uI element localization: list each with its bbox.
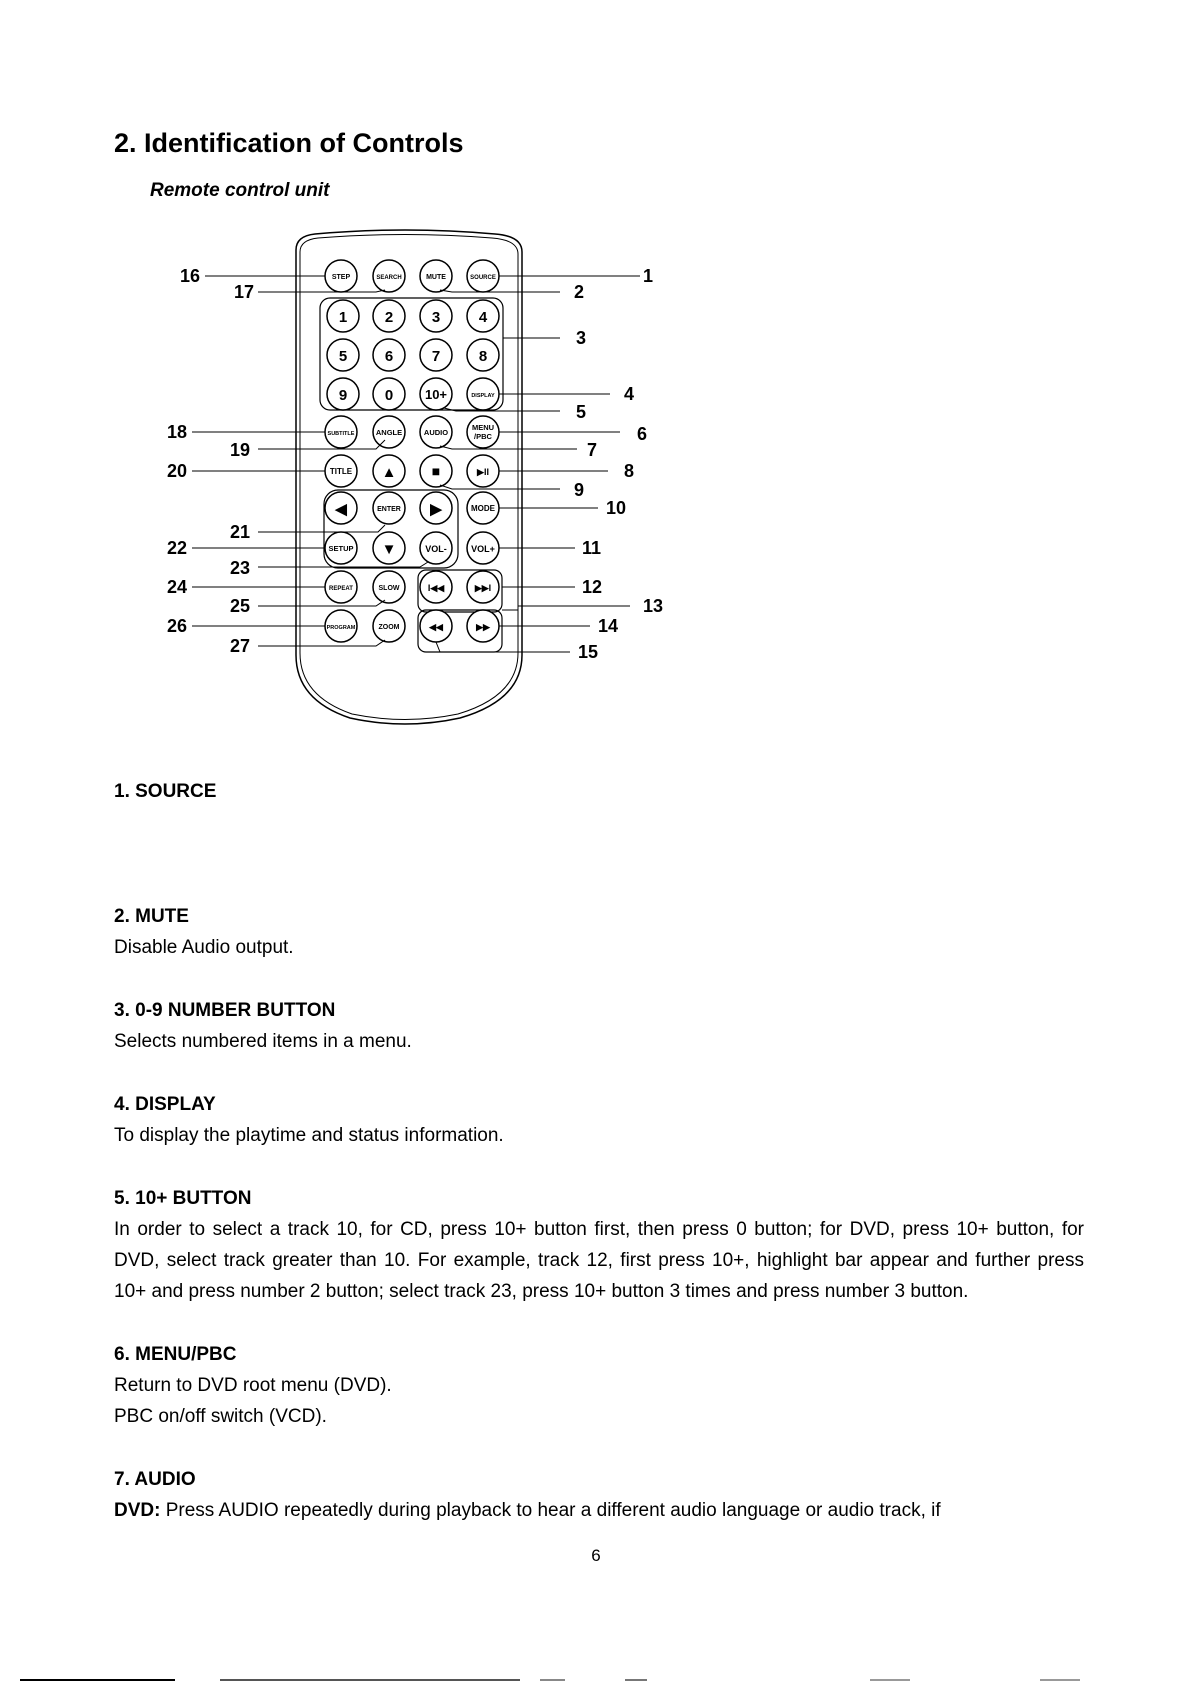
remote-control-diagram xyxy=(0,0,1192,760)
subheading: Remote control unit xyxy=(150,180,330,201)
angle-button[interactable] xyxy=(373,416,405,448)
menu-pbc-button[interactable] xyxy=(467,416,499,448)
number-2-button[interactable] xyxy=(373,300,405,332)
setup-label: SETUP xyxy=(328,544,354,553)
mute-button[interactable] xyxy=(420,260,452,292)
callout-23: 23 xyxy=(230,558,251,578)
number-3-label: 3 xyxy=(431,309,441,326)
slow-button[interactable] xyxy=(373,571,405,603)
number-4-label: 4 xyxy=(478,309,488,326)
number-9-button[interactable] xyxy=(327,378,359,410)
item-description: PBC on/off switch (VCD). xyxy=(114,1406,327,1427)
number-1-label: 1 xyxy=(338,309,348,326)
number-5-button[interactable] xyxy=(327,339,359,371)
callout-8: 8 xyxy=(624,461,635,481)
item-menu-pbc xyxy=(114,1339,1084,1432)
callout-16: 16 xyxy=(180,266,201,286)
item-title: 5. 10+ BUTTON xyxy=(114,1188,252,1209)
repeat-label: REPEAT xyxy=(329,586,353,592)
mode-label: MODE xyxy=(471,504,495,513)
callout-19: 19 xyxy=(230,440,251,460)
down-button[interactable] xyxy=(373,532,405,564)
subtitle-button[interactable] xyxy=(325,416,357,448)
program-button[interactable] xyxy=(325,610,357,642)
number-7-label: 7 xyxy=(431,348,441,365)
step-button[interactable] xyxy=(325,260,357,292)
play-pause-button[interactable] xyxy=(467,455,499,487)
callout-2: 2 xyxy=(574,282,585,302)
item-title: 3. 0-9 NUMBER BUTTON xyxy=(114,1000,336,1021)
ten-plus-label: 10+ xyxy=(424,387,448,402)
stop-icon: ■ xyxy=(431,463,441,479)
item-title: 4. DISPLAY xyxy=(114,1094,216,1115)
rewind-button[interactable] xyxy=(420,610,452,642)
search-button[interactable] xyxy=(373,260,405,292)
number-6-label: 6 xyxy=(384,348,394,365)
display-button[interactable] xyxy=(467,378,499,410)
menu-label: MENU xyxy=(471,423,495,432)
next-icon: ▶▶I xyxy=(474,583,492,593)
search-label: SEARCH xyxy=(376,275,402,281)
left-arrow-icon: ◀ xyxy=(335,501,347,518)
play-pause-icon: ▶II xyxy=(477,467,489,477)
program-label: PROGRAM xyxy=(326,625,356,631)
callout-26: 26 xyxy=(167,616,188,636)
callout-5: 5 xyxy=(576,402,587,422)
volume-up-button[interactable] xyxy=(467,532,499,564)
number-8-button[interactable] xyxy=(467,339,499,371)
angle-label: ANGLE xyxy=(375,428,403,437)
up-button[interactable] xyxy=(373,455,405,487)
fast-forward-icon: ▶▶ xyxy=(476,622,490,632)
callout-10: 10 xyxy=(606,498,627,518)
item-description: To display the playtime and status information. xyxy=(114,1125,504,1146)
number-4-button[interactable] xyxy=(467,300,499,332)
ten-plus-button[interactable] xyxy=(420,378,452,410)
callout-21: 21 xyxy=(230,522,251,542)
number-9-label: 9 xyxy=(338,387,348,404)
item-description: Return to DVD root menu (DVD). xyxy=(114,1375,392,1396)
subtitle-label: SUBTITLE xyxy=(327,431,355,437)
item-number-button xyxy=(114,995,1084,1057)
callout-1: 1 xyxy=(643,266,654,286)
volume-down-button[interactable] xyxy=(420,532,452,564)
up-arrow-icon: ▲ xyxy=(381,464,397,481)
callout-12: 12 xyxy=(582,577,603,597)
callout-18: 18 xyxy=(167,422,188,442)
source-label: SOURCE xyxy=(470,275,496,281)
title-label: TITLE xyxy=(329,467,353,476)
number-7-button[interactable] xyxy=(420,339,452,371)
item-description xyxy=(114,1495,1084,1526)
mute-label: MUTE xyxy=(426,274,446,281)
callout-17: 17 xyxy=(234,282,255,302)
number-3-button[interactable] xyxy=(420,300,452,332)
item-description: Disable Audio output. xyxy=(114,937,294,958)
callout-6: 6 xyxy=(637,424,648,444)
number-5-label: 5 xyxy=(338,348,348,365)
callout-14: 14 xyxy=(598,616,619,636)
item-source xyxy=(114,776,1084,869)
zoom-label: ZOOM xyxy=(378,624,400,631)
item-description: Selects numbered items in a menu. xyxy=(114,1031,412,1052)
enter-button[interactable] xyxy=(373,492,405,524)
right-arrow-icon: ▶ xyxy=(430,501,442,518)
step-label: STEP xyxy=(331,274,351,281)
number-0-button[interactable] xyxy=(373,378,405,410)
callout-9: 9 xyxy=(574,480,585,500)
callout-3: 3 xyxy=(576,328,587,348)
pbc-label: /PBC xyxy=(474,432,492,441)
zoom-button[interactable] xyxy=(373,610,405,642)
item-title: 6. MENU/PBC xyxy=(114,1344,237,1365)
item-description: In order to select a track 10, for CD, press 10+ button first, then press 0 button; for DVD, press 10+ button, for DVD, select track greater than 10. For example, track 12, first press 10+, highlight bar appear and further press 10+ and press number 2 button; select track 23, press 10+ button 3 times and press number 3 button. xyxy=(114,1219,1084,1302)
source-button[interactable] xyxy=(467,260,499,292)
repeat-button[interactable] xyxy=(325,571,357,603)
rewind-icon: ◀◀ xyxy=(429,622,443,632)
volume-up-label: VOL+ xyxy=(471,544,495,554)
callout-leader-lines xyxy=(192,276,640,652)
slow-label: SLOW xyxy=(378,585,400,592)
fast-forward-button[interactable] xyxy=(467,610,499,642)
number-2-label: 2 xyxy=(384,309,394,326)
item-title: 1. SOURCE xyxy=(114,781,217,802)
page-number: 6 xyxy=(591,1546,601,1565)
callout-20: 20 xyxy=(167,461,188,481)
item-title: 7. AUDIO xyxy=(114,1469,196,1490)
item-ten-plus-button xyxy=(114,1183,1084,1307)
audio-label: AUDIO xyxy=(423,428,449,437)
volume-down-label: VOL- xyxy=(425,544,447,554)
title-button[interactable] xyxy=(325,455,357,487)
stop-button[interactable] xyxy=(420,455,452,487)
mode-button[interactable] xyxy=(467,492,499,524)
down-arrow-icon: ▼ xyxy=(381,541,397,558)
previous-button[interactable] xyxy=(420,571,452,603)
audio-button[interactable] xyxy=(420,416,452,448)
callout-25: 25 xyxy=(230,596,251,616)
bottom-scan-marks xyxy=(0,1676,1192,1685)
callout-24: 24 xyxy=(167,577,188,597)
item-title: 2. MUTE xyxy=(114,906,189,927)
previous-icon: I◀◀ xyxy=(427,583,445,593)
audio-description-text: Press AUDIO repeatedly during playback to hear a different audio language or audio track, if xyxy=(165,1500,941,1521)
dvd-lead: DVD: xyxy=(114,1500,161,1521)
callout-13: 13 xyxy=(643,596,664,616)
callout-4: 4 xyxy=(624,384,635,404)
enter-label: ENTER xyxy=(377,506,401,513)
item-audio xyxy=(114,1464,1084,1526)
left-button[interactable] xyxy=(325,492,357,524)
number-6-button[interactable] xyxy=(373,339,405,371)
display-label: DISPLAY xyxy=(471,393,495,399)
number-0-label: 0 xyxy=(384,387,394,404)
callout-15: 15 xyxy=(578,642,599,662)
control-descriptions xyxy=(114,776,1084,1558)
next-button[interactable] xyxy=(467,571,499,603)
callout-22: 22 xyxy=(167,538,188,558)
item-display xyxy=(114,1089,1084,1151)
right-button[interactable] xyxy=(420,492,452,524)
callout-11: 11 xyxy=(582,538,602,558)
callout-27: 27 xyxy=(230,636,251,656)
callout-7: 7 xyxy=(587,440,598,460)
section-heading: 2. Identification of Controls xyxy=(114,128,464,158)
item-mute xyxy=(114,901,1084,963)
number-8-label: 8 xyxy=(478,348,488,365)
number-1-button[interactable] xyxy=(327,300,359,332)
setup-button[interactable] xyxy=(325,532,357,564)
